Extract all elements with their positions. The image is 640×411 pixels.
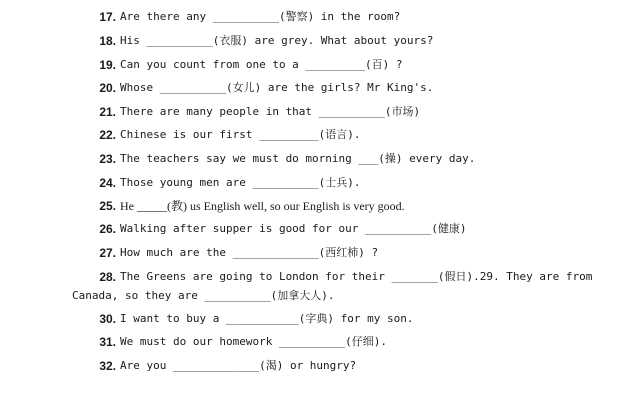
question-text: Chinese is our first _________(语言).	[120, 128, 361, 141]
question-number: 32.	[99, 359, 116, 373]
question-number: 19.	[99, 58, 116, 72]
question-number: 30.	[99, 312, 116, 326]
question-text: I want to buy a ___________(字典) for my son.	[120, 312, 414, 325]
question-number: 24.	[99, 176, 116, 190]
question-number: 26.	[99, 222, 116, 236]
question-text: Are there any __________(警察) in the room?	[120, 10, 401, 23]
question-text: Are you _____________(渴) or hungry?	[120, 359, 357, 372]
question-text: The Greens are going to London for their _______(假日).29. They are from	[120, 270, 593, 283]
question-number: 22.	[99, 128, 116, 142]
question-number: 17.	[99, 10, 116, 24]
question-text: There are many people in that __________(市场)	[120, 105, 421, 118]
question-text: Walking after supper is good for our __________(健康)	[120, 222, 467, 235]
question-number: 20.	[99, 81, 116, 95]
question-text: Whose __________(女儿) are the girls? Mr King's.	[120, 81, 434, 94]
question-number: 21.	[99, 105, 116, 119]
question-text: He _____(教) us English well, so our English is very good.	[120, 199, 405, 213]
question-text: How much are the _____________(西红柿) ?	[120, 246, 379, 259]
question-28-continuation: Canada, so they are __________(加拿大人).	[72, 289, 335, 302]
question-text: Can you count from one to a _________(百) ?	[120, 58, 403, 71]
question-number: 27.	[99, 246, 116, 260]
question-number: 23.	[99, 152, 116, 166]
question-number: 18.	[99, 34, 116, 48]
question-number: 28.	[99, 270, 116, 284]
question-text: The teachers say we must do morning ___(操) every day.	[120, 152, 476, 165]
question-number: 25.	[99, 199, 116, 213]
question-number: 31.	[99, 335, 116, 349]
question-text: Those young men are __________(士兵).	[120, 176, 361, 189]
question-text: We must do our homework __________(仔细).	[120, 335, 388, 348]
question-text: His __________(衣服) are grey. What about yours?	[120, 34, 434, 47]
